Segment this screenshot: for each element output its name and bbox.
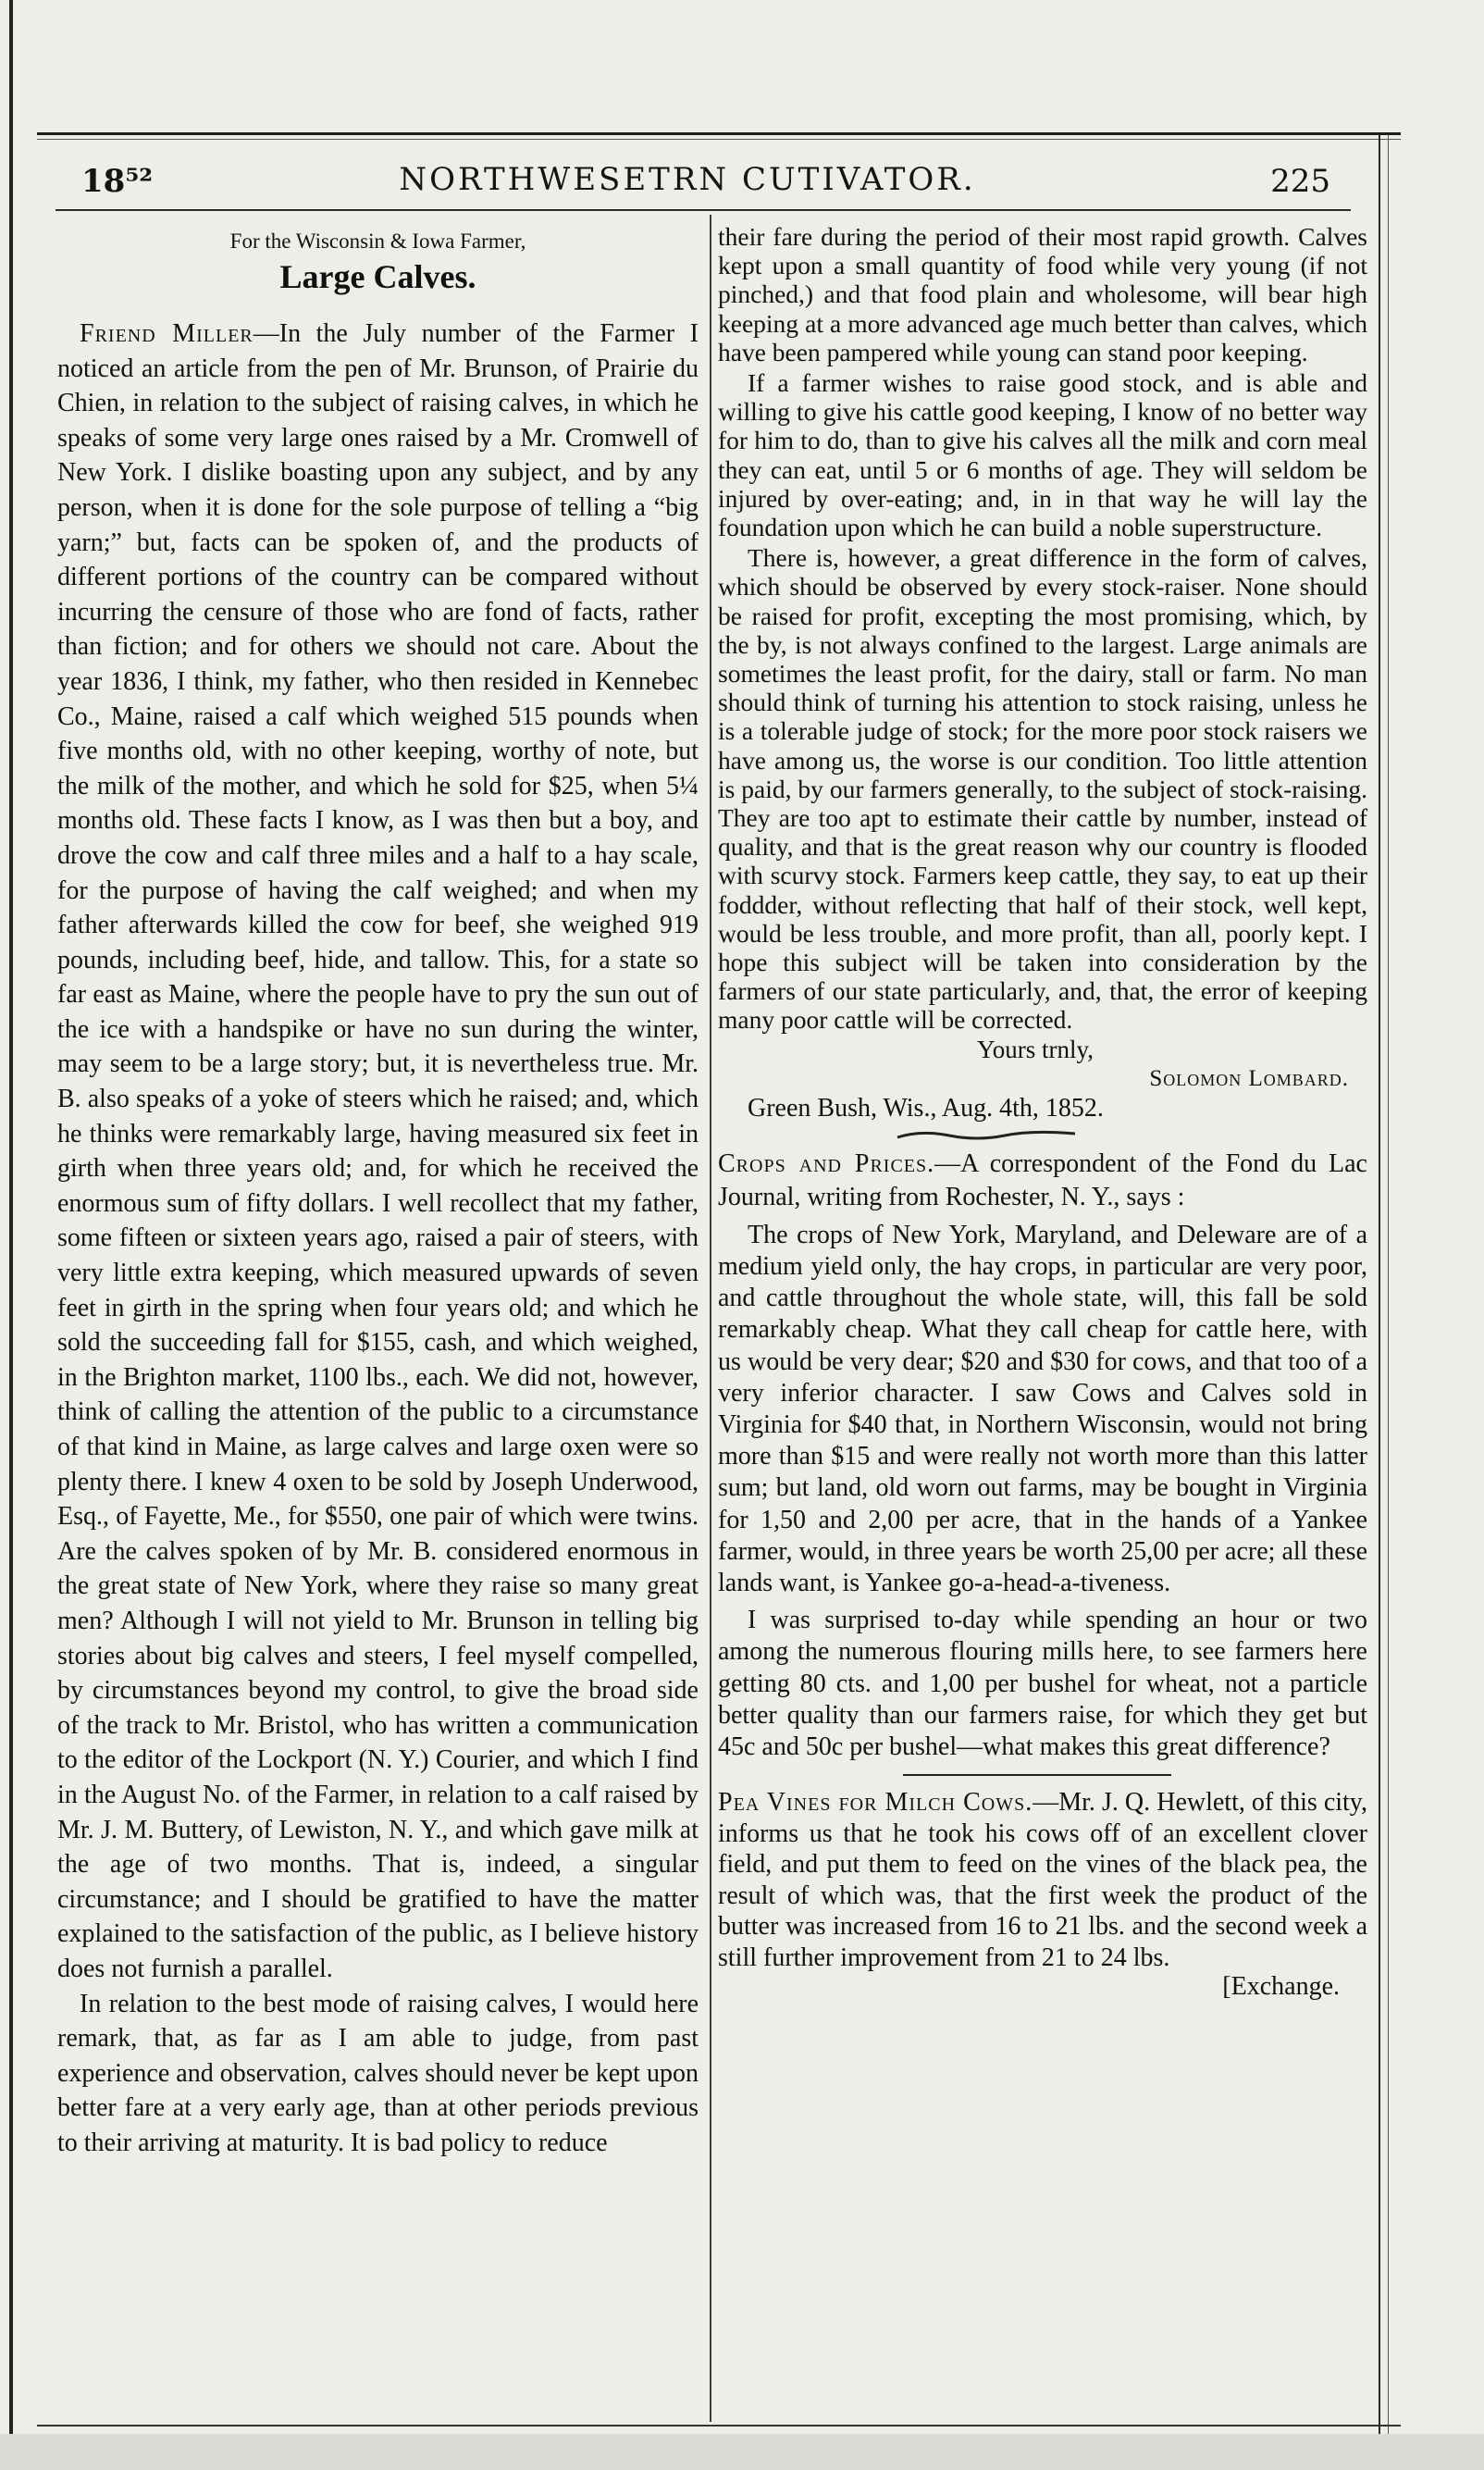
page-header [44,157,1330,204]
quoted-paragraph: I was surprised to-day while spending an hour or two among the numerous flouring mills here, to see farmers here getting 80 cts. and 1,00 per bushel for wheat, not a particle better quality than our farmers raise, for which they get but 45c and 50c per bushel—what makes this great difference? [718,1606,1367,1761]
letter-signature: Solomon Lombard. [1149,1065,1349,1091]
article-paragraph: In relation to the best mode of raising calves, I would here remark, that, as far as I am able to judge, from past experience and observation, calves should never be kept upon better fare at a very early age, than at other periods previous to their arriving at maturity. It is bad policy to reduce [57,1989,699,2157]
article-title: Large Calves. [279,258,476,295]
masthead-title: NORTHWESETRN CUTIVATOR. [399,161,976,198]
news-heading: Pea Vines for Milch Cows. [718,1788,1033,1818]
left-column [57,222,699,2160]
header-rule [56,209,1351,211]
flourish-icon [894,1129,1079,1142]
news-item [718,1148,1367,1214]
quoted-paragraph: The crops of New York, Maryland, and Deleware are of a medium yield only, the hay crops, in particular are very poor, and cattle throughout the whole state, will, this fall be sold remarkably cheap. What they call cheap for cattle here, with us would be very dear; $20 and $30 for cows, and that too of a very inferior character. I saw Cows and Calves sold in Virginia for $40 that, in Northern Wisconsin, would not bring more than $15 and were really not worth more than this latter sum; but land, old worn out farms, may be bought in Virginia for 1,50 and 2,00 per acre, that in the hands of a Yankee farmer, would, in three years be worth 25,00 per acre; all these lands want, is Yankee go-a-head-a-tiveness. [718,1220,1367,1597]
news-heading: Crops and Prices. [718,1148,935,1178]
right-column [718,222,1367,2001]
news-item [718,1787,1367,1973]
top-rule [37,132,1401,135]
page-number: 225 [1270,163,1330,200]
paragraph-text: —In the July number of the Farmer I noticed an article from the pen of Mr. Brunson, of Prairie du Chien, in relation to the subject of raising calves, in which he speaks of some very large ones raised by a Mr. Cromwell of New York. I dislike boasting upon any subject, and by any person, when it is done for the sole purpose of telling a “big yarn;” but, facts can be spoken of, and the products of different portions of the country can be compared without incurring the censure of those who are fond of facts, rather than fiction; and for others we should not care. About the year 1836, I think, my father, who then resided in Kennebec Co., Maine, raised a calf which weighed 515 pounds when five months old, with no other keeping, worthy of note, but the milk of the mother, and which he sold for $25, when 5¼ months old. These facts I know, as I was then but a boy, and drove the cow and calf three miles and a half to a hay scale, for the purpose of having the calf weighed; and when my father afterwards killed the cow for beef, she weighed 919 pounds, including beef, hide, and tallow. This, for a state so far east as Maine, where the people have to pry the sun out of the ice with a handspike or have no sun during the winter, may seem to be a large story; but, it is nevertheless true. Mr. B. also speaks of a yoke of steers which he raised; and, which he thinks were remarkably large, having measured six feet in girth when three years old; and, for which he received the enormous sum of fifty dollars. I well recollect that my father, some fifteen or sixteen years ago, raised a pair of steers, with very little extra keeping, which measured upwards of seven feet in girth in the spring when four years old; and which he sold the succeeding fall for $155, cash, and which weighed, in the Brighton market, 1100 lbs., each. We did not, however, think of calling the attention of the public to a circumstance of that kind in Maine, as large calves and large oxen were so plenty there. I knew 4 oxen to be sold by Joseph Underwood, Esq., of Fayette, Me., for $550, one pair of which were twins. Are the calves spoken of by Mr. B. considered enormous in the great state of New York, where they raise so many great men? Although I will not yield to Mr. Brunson in telling big stories about big calves and steers, I feel myself compelled, by circumstances beyond my control, to give the broad side of the track to Mr. Bristol, who has written a communication to the editor of the Lockport (N. Y.) Courier, and which I find in the August No. of the Farmer, in relation to a calf raised by Mr. J. M. Buttery, of Lewiston, N. Y., and which gave milk at the age of two months. That is, indeed, a singular circumstance; and I should be gratified to have the matter explained to the satisfaction of the public, as I believe history does not furnish a parallel. [57,319,699,1983]
news-text: —Mr. J. Q. Hewlett, of this city, informs us that he took his cows off of an excellent clover field, and put them to feed on the vines of the black pea, the result of which was, that the first week the product of the butter was increased from 16 to 21 lbs. and the second week a still further improvement from 21 to 24 lbs. [718,1788,1367,1972]
article-byline: For the Wisconsin & Iowa Farmer, [229,230,526,253]
bottom-rule [37,2425,1401,2427]
right-rule [1379,135,1380,2449]
top-rule-thin [37,139,1401,140]
article-paragraph [57,317,699,1987]
source-credit: [Exchange. [1222,1972,1340,2002]
header-year: 18⁵² [81,163,154,200]
letter-closing: Yours trnly, [977,1035,1094,1063]
column-divider [710,215,711,2422]
news-intro: —A correspondent of the Fond du Lac Journal, writing from Rochester, N. Y., says : [718,1148,1367,1211]
article-paragraph: There is, however, a great difference in the form of calves, which should be observed by every stock-raiser. None should be raised for profit, excepting the most promising, which, by the by, is not always confined to the largest. Large animals are sometimes the least profit, for the dairy, stall or farm. No man should think of turning his attention to stock raising, unless he is a tolerable judge of stock; for the more poor stock raisers we have among us, the worse is our condition. Too little attention is paid, by our farmers generally, to the subject of stock-raising. They are too apt to estimate their cattle by number, instead of quality, and that is the great reason why our country is flooded with scurvy stock. Farmers keep cattle, they say, to eat up their foddder, without reflecting that half of their stock, well kept, would be less trouble, and more profit, than all, poorly kept. I hope this subject will be taken into consideration by the farmers of our state particularly, and, that, the error of keeping many poor cattle will be corrected. [718,543,1367,1035]
continued-paragraph: their fare during the period of their most rapid growth. Calves kept upon a small quantity of food while very young (if not pinched,) and that food plain and wholesome, will bear high keeping at a more advanced age much better than calves, which have been pampered while young can stand poor keeping. [718,222,1367,366]
ornamental-divider [894,1129,1079,1142]
letter-dateline: Green Bush, Wis., Aug. 4th, 1852. [748,1093,1104,1123]
binding-edge [9,0,13,2470]
right-rule-thin [1388,135,1389,2449]
section-rule [903,1774,1171,1776]
page-bottom-edge [0,2434,1484,2470]
salutation: Friend Miller [80,319,254,348]
article-paragraph: If a farmer wishes to raise good stock, and is able and willing to give his cattle good keeping, I know of no better way for him to do, than to give his calves all the milk and corn meal they can eat, until 5 or 6 months of age. They will seldom be injured by over-eating; and, in in that way he will lay the foundation upon which he can build a noble superstructure. [718,368,1367,542]
